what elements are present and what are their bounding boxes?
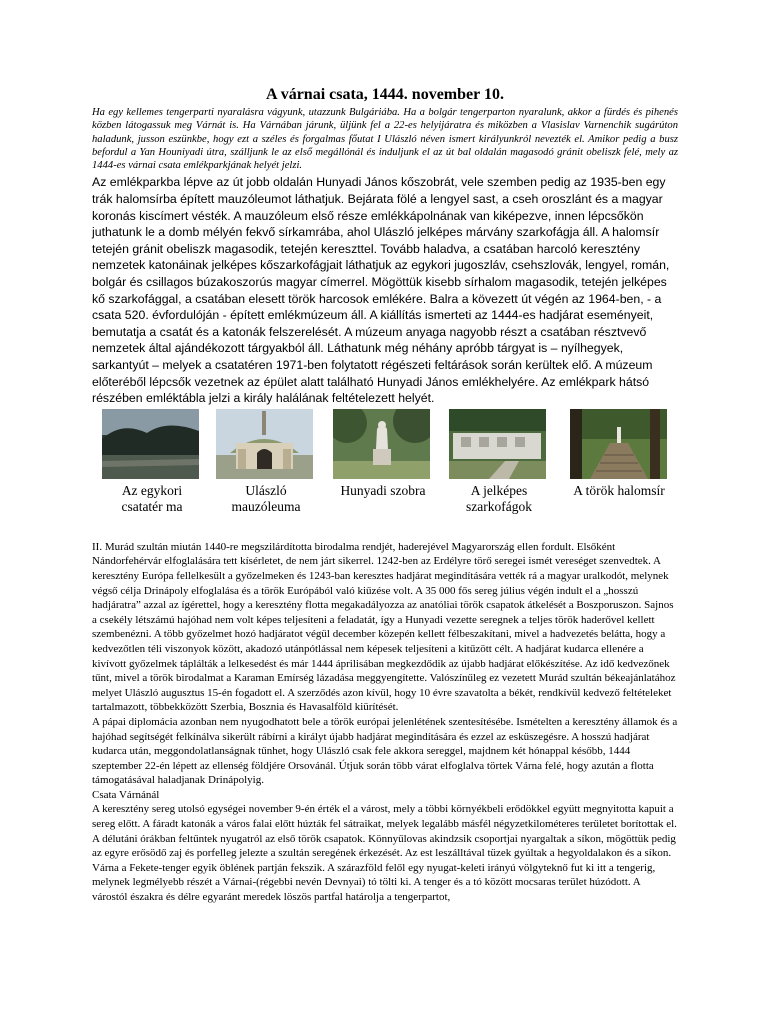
history-paragraph-3: A keresztény sereg utolsó egységei november 9-én érték el a várost, mely a többi környékbeli erődökkel együtt megnyitotta kapuit a sereg előtt. A fáradt katonák a város falai előtt húzták fel sátraikat, melyek legalább másfél négyzetkilométeres területet borítottak el. A délutáni órákban feltűntek nyugatról az első török csapatok. Könnyűlovas akindzsik csoportjai nyargaltak a síkon, mögöttük pedig az egyre erősödő zaj és porfelleg jelezte a szultán seregének érkezését. Az est leszálltával tüzek gyúltak a hegyoldalakon és a síkon.: [92, 803, 677, 860]
gallery-caption: Az egykori csatatér ma: [121, 482, 183, 514]
gallery-caption: A török halomsír: [573, 482, 665, 498]
intro-paragraph: Ha egy kellemes tengerparti nyaralásra vágyunk, utazzunk Bulgáriába. Ha a bolgár tengerparton nyaralunk, akkor a fürdés és pihenés közben látogassuk meg Várnát is. Ha Várnában járunk, üljünk fel a 22-es helyijáratra és miközben a Vlasislav Varnenchik sugárúton haladunk, jusson eszünkbe, hogy ezt a széles és forgalmas főutat I Ulászló néven ismert királyunkról nevezték el. Amikor pedig a busz befordul a Yan Houniyadi útra, szálljunk le az első megállónál és induljunk el az út bal oldalán magasodó gránit obeliszk felé, mely az 1444-es várnai csata emlékparkjának helyét jelzi.: [92, 107, 678, 172]
photo-gallery: [92, 409, 678, 540]
gallery-item-statue: [333, 409, 433, 499]
gallery-caption: A jelképes szarkofágok: [466, 482, 532, 514]
mausoleum-photo: [216, 409, 313, 479]
statue-photo: [333, 409, 430, 479]
park-paragraph: Az emlékparkba lépve az út jobb oldalán Hunyadi János kőszobrát, vele szemben pedig az 1935-ben egy trák halomsírba épített mauzóleumot láthatjuk. Bejárata fölé a lengyel sast, a cseh oroszlánt és a magyar koronás kiscímert vésték. A mauzóleum első része emlékkápolnának van kiképezve, innen lépcsőkön juthatunk le a domb mélyén fekvő sírkamrába, ahol Ulászló jelképes márvány szarkofágja áll. A halomsír tetején gránit obeliszk magasodik, tetején kereszttel. Tovább haladva, a csatában harcoló keresztény nemzetek katonáinak jelképes kőszarkofágjait láthatjuk az egykori jugoszláv, csehszlovák, lengyel, román, bolgár és csillagos búzakoszorús magyar címerrel. Mögöttük kisebb sírhalom magasodik, tetején jelképes kő szarkofággal, a csatában elesett török harcosok emlékére. Balra a kövezett út végén az 1964-ben, - a csata 520. évfordulóján - épített emlékmúzeum áll. A kiállítás ismerteti az 1444-es hadjárat eseményeit, bemutatja a csatát és a katonák felszerelését. A múzeum anyaga nagyobb részt a csatában résztvevő nemzetek által ajándékozott tárgyakból áll. Láthatunk még néhány apróbb tárgyat is – nyílhegyek, sarkantyút – melyek a csatatéren 1971-ben folytatott régészeti feltárások során kerültek elő. A múzeum előteréből lépcsők vezetnek az épület alatt található Hunyadi János emlékhelyére. Az emlékpark hátsó részében emléktábla jelzi a király halálának feltételezett helyét.: [92, 175, 670, 406]
article-title: A várnai csata, 1444. november 10.: [266, 86, 504, 103]
gallery-item-burial-mound: [562, 409, 676, 499]
article: [92, 86, 678, 905]
gallery-caption: Ulászló mauzóleuma: [231, 482, 301, 514]
gallery-item-mausoleum: [216, 409, 316, 515]
gallery-item-sarcophagi: [449, 409, 549, 515]
sarcophagi-photo: [449, 409, 546, 479]
battlefield-photo: [102, 409, 199, 479]
history-paragraph-1: II. Murád szultán miután 1440-re megszilárdította birodalma rendjét, haderejével Magyarország ellen fordult. Elsőként Nándorfehérvár elfoglalására tett kísérletet, de nem járt sikerrel. 1242-ben az Erdélyre törő seregei ismét vereséget szenvedtek. A keresztény Európa fellelkesült a győzelmeken és 1243-ban keresztes hadjárat megindítására vették rá a magyar uralkodót, melynek végső célja Drinápoly elfoglalása és a török Európából való kiűzése volt. A 35 000 fős sereg július végén indult el a „hosszú hadjáratra” azzal az ígérettel, hogy a keresztény flotta megakadályozza az anatóliai török csapatok átkelését a Boszporuszon. Sajnos a csekély létszámú hajóhad nem volt képes teljesíteni a feladatát, így a Hunyadi vezette seregnek a teljes török haderővel kellett szembenézni. A több győzelmet hozó hadjáratot végül december közepén kellett félbeszakítani, mivel a hadvezetés belátta, hogy a kedvezőtlen téli viszonyok között, akadozó utánpótlással nem képesek teljesíteni a kitűzött célt. A hadjárat kudarca ellenére a kivívott győzelmek táplálták a lelkesedést és már 1444 áprilisában megkezdődik az újabb hadjárat előkészítése. Az idő kedvezőnek tűnt, mivel a török birodalmat a Karaman Emírség lázadása meggyengítette. Valószínűleg ez vezetett Murád szultán békeajánlatához melyet Ulászló augusztus 15-én fogadott el. A szerződés azon kívül, hogy 10 évre szavatolta a békét, rendkívül kedvező feltételeket tartalmazott, többekközött Szerbia, Bosznia és Havasalföld kiürítését.: [92, 540, 676, 714]
burial-mound-photo: [570, 409, 667, 479]
history-paragraph-2: A pápai diplomácia azonban nem nyugodhatott bele a török európai jelenlétének szentesítésébe. Ismételten a keresztény államok és a hajóhad segítségét felkínálva sikerült rábírni a királyt újabb hadjárat megindítására és ezzel az esküszegésre. A hosszú hadjárat kudarca után, meggondolatlanságnak tűnhet, hogy Ulászló csak fele akkora sereggel, majdnem két hónappal később, 1444 szeptember 22-én lépett az ellenség földjére Orsovánál. Útjuk során több várat elfoglalva törtek Várna felé, hogy azután a flotta támogatásával haladjanak Drinápolyig.: [92, 715, 678, 787]
gallery-caption: Hunyadi szobra: [340, 482, 426, 498]
section-subheading: Csata Várnánál: [92, 788, 160, 801]
gallery-item-battlefield: [102, 409, 202, 515]
history-paragraph-4: Várna a Fekete-tenger egyik öblének partján fekszik. A szárazföld felől egy nyugat-keleti irányú völgyteknő fut ki itt a tengerig, melynek legmélyebb részét a Várnai-(régebbi nevén Devnyai) tó tölti ki. A tenger és a tó között mocsaras terület húzódott. A várostól északra és délre egyaránt meredek löszös partfal határolja a tengerpartot,: [92, 861, 656, 904]
